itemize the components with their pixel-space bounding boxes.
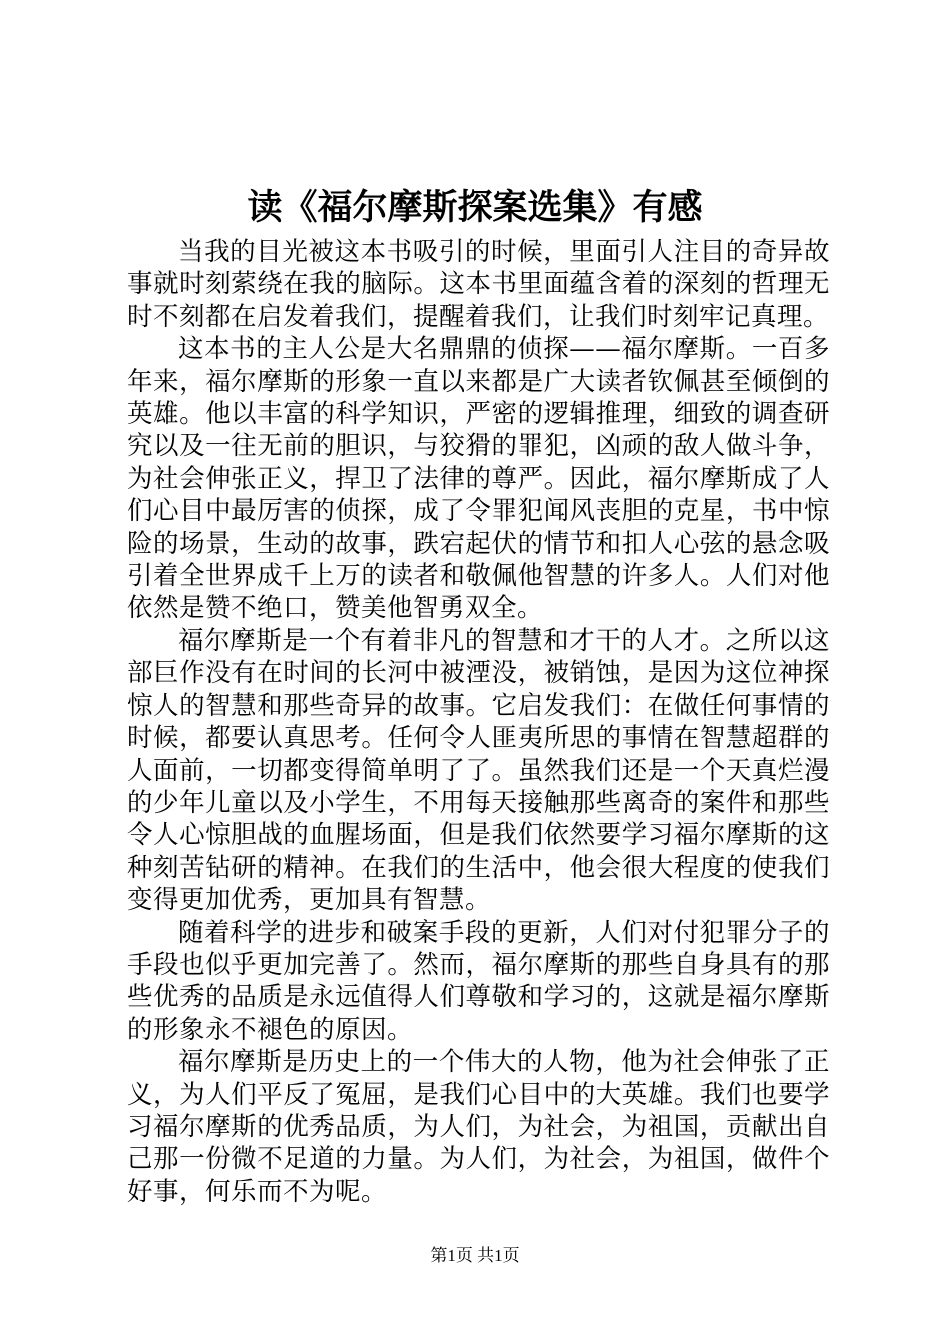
paragraph-3: 福尔摩斯是一个有着非凡的智慧和才干的人才。之所以这部巨作没有在时间的长河中被湮没，被销蚀，是因为这位神探惊人的智慧和那些奇异的故事。它启发我们：在做任何事情的时候，都要认真思考。任何令人匪夷所思的事情在智慧超群的人面前，一切都变得简单明了了。虽然我们还是一个天真烂漫的少年儿童以及小学生，不用每天接触那些离奇的案件和那些令人心惊胆战的血腥场面，但是我们依然要学习福尔摩斯的这种刻苦钻研的精神。在我们的生活中，他会很大程度的使我们变得更加优秀，更加具有智慧。: [127, 625, 830, 916]
paragraph-2: 这本书的主人公是大名鼎鼎的侦探——福尔摩斯。一百多年来，福尔摩斯的形象一直以来都是广大读者钦佩甚至倾倒的英雄。他以丰富的科学知识，严密的逻辑推理，细致的调查研究以及一往无前的胆识，与狡猾的罪犯，凶顽的敌人做斗争，为社会伸张正义，捍卫了法律的尊严。因此，福尔摩斯成了人们心目中最厉害的侦探，成了令罪犯闻风丧胆的克星，书中惊险的场景，生动的故事，跌宕起伏的情节和扣人心弦的悬念吸引着全世界成千上万的读者和敬佩他智慧的许多人。人们对他依然是赞不绝口，赞美他智勇双全。: [127, 334, 830, 624]
document-title: 读《福尔摩斯探案选集》有感: [247, 187, 703, 228]
page-footer: [0, 1244, 950, 1268]
document-body: [127, 236, 830, 1208]
page-total: 共1页: [477, 1246, 520, 1265]
paragraph-1: 当我的目光被这本书吸引的时候，里面引人注目的奇异故事就时刻萦绕在我的脑际。这本书里面蕴含着的深刻的哲理无时不刻都在启发着我们，提醒着我们，让我们时刻牢记真理。: [127, 237, 830, 332]
paragraph-4: 随着科学的进步和破案手段的更新，人们对付犯罪分子的手段也似乎更加完善了。然而，福尔摩斯的那些自身具有的那些优秀的品质是永远值得人们尊敬和学习的，这就是福尔摩斯的形象永不褪色的原因。: [127, 917, 830, 1045]
paragraph-5: 福尔摩斯是历史上的一个伟大的人物，他为社会伸张了正义，为人们平反了冤屈，是我们心目中的大英雄。我们也要学习福尔摩斯的优秀品质，为人们，为社会，为祖国，贡献出自己那一份微不足道的力量。为人们，为社会，为祖国，做件个好事，何乐而不为呢。: [127, 1047, 830, 1207]
page-number: 第1页: [430, 1246, 473, 1265]
